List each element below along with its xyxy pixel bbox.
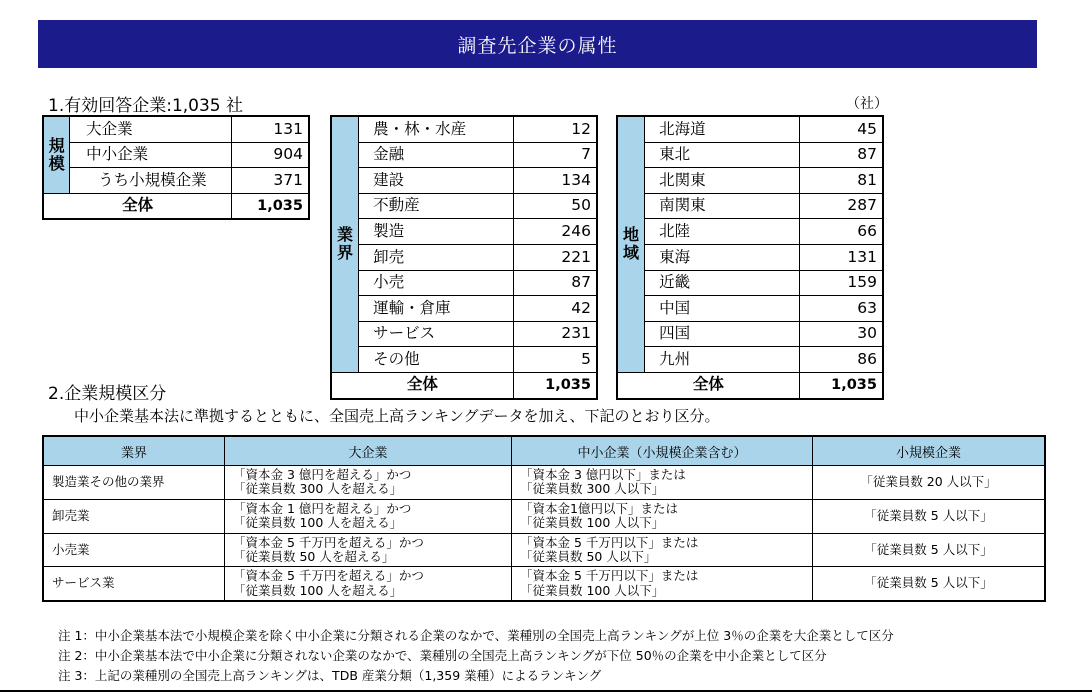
industry-row-value: 7 <box>513 142 597 168</box>
region-row-label: 四国 <box>645 321 800 347</box>
size-definition-table <box>42 435 1046 602</box>
industry-row-label: 運輸・倉庫 <box>359 296 514 322</box>
industry-row-value: 12 <box>513 116 597 142</box>
page-title: 調査先企業の属性 <box>457 34 618 57</box>
region-row-value: 63 <box>799 296 883 322</box>
region-side-label <box>617 116 645 372</box>
industry-row-value: 231 <box>513 321 597 347</box>
scale-row-value: 131 <box>232 116 309 142</box>
industry-side-text: 業界 <box>337 225 354 263</box>
note-1: 注 1：中小企業基本法で小規模企業を除く中小企業に分類される企業のなかで、業種別の全国売上高ランキングが上位 3％の企業を大企業として区分 <box>58 628 894 643</box>
definition-industry: サービス業 <box>43 567 225 601</box>
region-row-label: 中国 <box>645 296 800 322</box>
industry-row-label: サービス <box>359 321 514 347</box>
definition-industry: 製造業その他の業界 <box>43 466 225 500</box>
region-row <box>617 270 883 296</box>
definition-row <box>43 567 1045 601</box>
industry-row <box>331 168 597 194</box>
region-row <box>617 321 883 347</box>
industry-row <box>331 270 597 296</box>
definition-large <box>225 499 512 533</box>
region-total-row <box>617 372 883 398</box>
industry-row-value: 5 <box>513 347 597 373</box>
industry-row <box>331 347 597 373</box>
region-row-label: 北関東 <box>645 168 800 194</box>
industry-total-label: 全体 <box>331 372 513 398</box>
region-row-label: 東北 <box>645 142 800 168</box>
industry-row <box>331 296 597 322</box>
definition-row <box>43 466 1045 500</box>
industry-row <box>331 321 597 347</box>
definition-industry: 小売業 <box>43 533 225 567</box>
definition-sme-capital: 「資本金 5 千万円以下」または <box>520 568 699 584</box>
definition-sme <box>512 466 813 500</box>
definition-sme <box>512 567 813 601</box>
scale-row-label: 中小企業 <box>70 142 232 168</box>
definition-large-employees: 「従業員数 300 人を超える」 <box>233 481 403 497</box>
page-title-banner <box>38 20 1037 68</box>
definition-large <box>225 533 512 567</box>
region-row <box>617 142 883 168</box>
region-total-value: 1,035 <box>799 372 883 398</box>
definition-large <box>225 567 512 601</box>
industry-row-value: 42 <box>513 296 597 322</box>
region-row-value: 287 <box>799 193 883 219</box>
definition-sme-capital: 「資本金 3 億円以下」または <box>520 467 686 482</box>
definition-sme <box>512 499 813 533</box>
definition-small: 「従業員数 5 人以下」 <box>813 533 1046 567</box>
scale-row-label: うち小規模企業 <box>70 168 232 194</box>
industry-row-label: 卸売 <box>359 244 514 270</box>
industry-row <box>331 244 597 270</box>
scale-side-label <box>43 116 70 193</box>
industry-row-label: 建設 <box>359 168 514 194</box>
industry-row-value: 87 <box>513 270 597 296</box>
region-row <box>617 296 883 322</box>
section2-heading: 2.企業規模区分 <box>48 384 167 404</box>
region-row <box>617 347 883 373</box>
definition-sme-employees: 「従業員数 300 人以下」 <box>520 481 665 497</box>
unit-label: （社） <box>846 96 888 112</box>
region-row-value: 87 <box>799 142 883 168</box>
industry-row-label: 不動産 <box>359 193 514 219</box>
industry-row <box>331 142 597 168</box>
region-row-label: 九州 <box>645 347 800 373</box>
industry-row-label: 製造 <box>359 219 514 245</box>
definition-row <box>43 499 1045 533</box>
region-row <box>617 168 883 194</box>
region-row-value: 131 <box>799 244 883 270</box>
definition-large-capital: 「資本金 1 億円を超える」かつ <box>233 500 412 516</box>
industry-total-row <box>331 372 597 398</box>
industry-row <box>331 193 597 219</box>
definition-sme-employees: 「従業員数 100 人以下」 <box>520 515 665 531</box>
industry-table <box>330 115 598 400</box>
industry-row-label: その他 <box>359 347 514 373</box>
scale-row-label: 大企業 <box>70 116 232 142</box>
region-row-label: 南関東 <box>645 193 800 219</box>
industry-row-value: 221 <box>513 244 597 270</box>
definition-sme-capital: 「資本金1億円以下」または <box>520 500 678 516</box>
definition-large-capital: 「資本金 3 億円を超える」かつ <box>233 467 412 482</box>
definition-sme-capital: 「資本金 5 千万円以下」または <box>520 534 699 550</box>
region-total-label: 全体 <box>617 372 799 398</box>
region-row <box>617 219 883 245</box>
definition-small: 「従業員数 20 人以下」 <box>813 466 1046 500</box>
section1-heading: 1.有効回答企業:1,035 社 <box>48 96 244 116</box>
header-industry: 業界 <box>43 436 225 466</box>
region-row-value: 86 <box>799 347 883 373</box>
industry-row-label: 金融 <box>359 142 514 168</box>
scale-row <box>43 142 309 168</box>
scale-total-value: 1,035 <box>232 193 309 219</box>
industry-total-value: 1,035 <box>513 372 597 398</box>
industry-side-label <box>331 116 359 372</box>
definition-large-employees: 「従業員数 100 人を超える」 <box>233 515 403 531</box>
definition-large-capital: 「資本金 5 千万円を超える」かつ <box>233 534 424 550</box>
definition-large-employees: 「従業員数 100 人を超える」 <box>233 582 403 598</box>
industry-row <box>331 219 597 245</box>
industry-row-value: 50 <box>513 193 597 219</box>
region-table <box>616 115 884 400</box>
definition-small: 「従業員数 5 人以下」 <box>813 499 1046 533</box>
scale-row-value: 904 <box>232 142 309 168</box>
scale-row <box>43 168 309 194</box>
region-row-value: 45 <box>799 116 883 142</box>
definition-row <box>43 533 1045 567</box>
industry-row-value: 246 <box>513 219 597 245</box>
scale-table <box>42 115 310 220</box>
industry-row-label: 農・林・水産 <box>359 116 514 142</box>
header-sme: 中小企業（小規模企業含む） <box>512 436 813 466</box>
definition-large <box>225 466 512 500</box>
region-row-label: 東海 <box>645 244 800 270</box>
header-small: 小規模企業 <box>813 436 1046 466</box>
industry-row <box>331 116 597 142</box>
region-row-label: 北海道 <box>645 116 800 142</box>
industry-row-value: 134 <box>513 168 597 194</box>
definition-sme <box>512 533 813 567</box>
note-3: 注 3：上記の業種別の全国売上高ランキングは、TDB 産業分類（1,359 業種）によるランキング <box>58 668 602 683</box>
definition-large-employees: 「従業員数 50 人を超える」 <box>233 548 395 564</box>
region-row-value: 81 <box>799 168 883 194</box>
section2-description: 中小企業基本法に準拠するとともに、全国売上高ランキングデータを加え、下記のとおり区分。 <box>74 407 720 425</box>
scale-total-label: 全体 <box>43 193 232 219</box>
definition-large-capital: 「資本金 5 千万円を超える」かつ <box>233 568 424 584</box>
scale-row-value: 371 <box>232 168 309 194</box>
industry-row-label: 小売 <box>359 270 514 296</box>
region-side-text: 地域 <box>623 225 640 263</box>
region-row <box>617 116 883 142</box>
scale-total-row <box>43 193 309 219</box>
scale-side-text: 規模 <box>48 135 65 173</box>
region-row-value: 66 <box>799 219 883 245</box>
bottom-divider <box>0 690 1092 692</box>
definition-industry: 卸売業 <box>43 499 225 533</box>
region-row-label: 近畿 <box>645 270 800 296</box>
scale-row <box>43 116 309 142</box>
definition-small: 「従業員数 5 人以下」 <box>813 567 1046 601</box>
region-row <box>617 193 883 219</box>
header-large: 大企業 <box>225 436 512 466</box>
definition-sme-employees: 「従業員数 50 人以下」 <box>520 548 657 564</box>
region-row-value: 30 <box>799 321 883 347</box>
region-row <box>617 244 883 270</box>
note-2: 注 2：中小企業基本法で中小企業に分類されない企業のなかで、業種別の全国売上高ランキングが下位 50％の企業を中小企業として区分 <box>58 648 827 663</box>
definition-sme-employees: 「従業員数 100 人以下」 <box>520 582 665 598</box>
region-row-label: 北陸 <box>645 219 800 245</box>
region-row-value: 159 <box>799 270 883 296</box>
